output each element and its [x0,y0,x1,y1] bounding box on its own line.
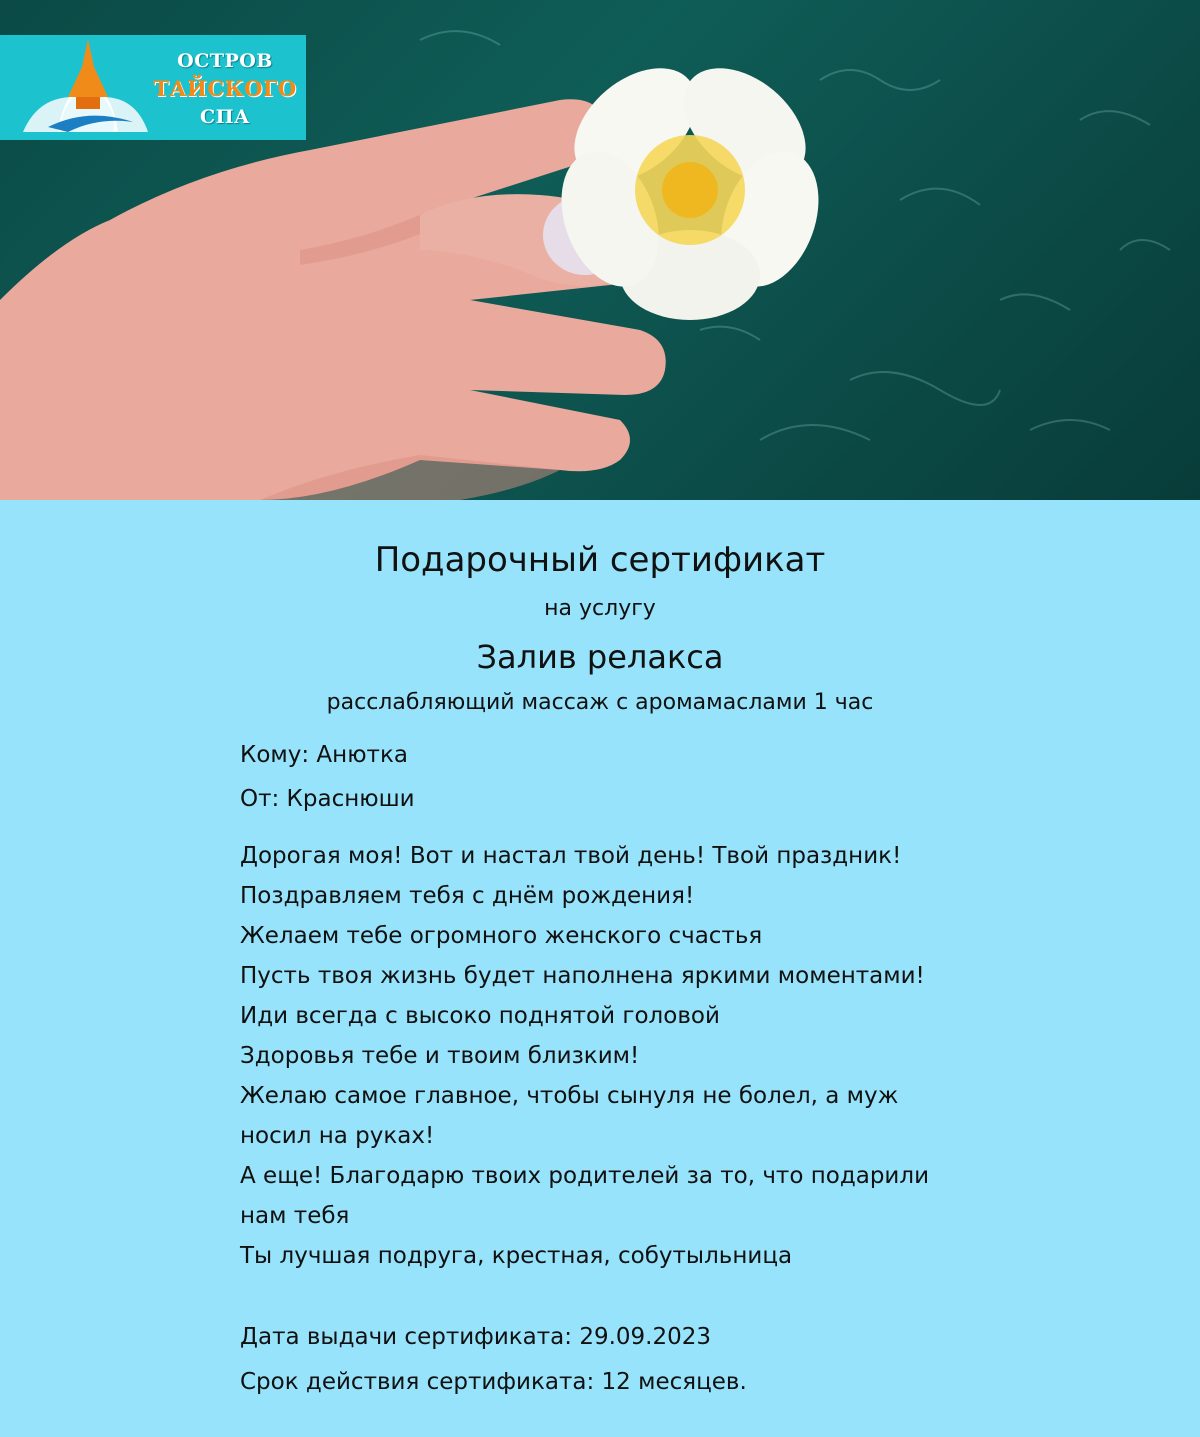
issue-date: Дата выдачи сертификата: 29.09.2023 [240,1324,712,1350]
message-line: Иди всегда с высоко поднятой головой [240,1003,720,1029]
message-line: Здоровья тебе и твоим близким! [240,1043,640,1069]
message-line: Пусть твоя жизнь будет наполнена яркими моментами! [240,963,925,989]
greeting-message [240,836,980,1276]
service-description: расслабляющий массаж с аромамаслами 1 час [326,690,874,715]
message-line: Дорогая моя! Вот и настал твой день! Твой праздник! [240,843,902,869]
service-name: Залив релакса [476,638,724,676]
recipient: Кому: Анютка [240,742,408,768]
certificate-body [0,500,1200,1437]
hand [0,99,666,500]
message-line: А еще! Благодарю твоих родителей за то, что подарили [240,1163,930,1189]
lotus-pagoda-icon [18,37,158,137]
message-line: Ты лучшая подруга, крестная, собутыльница [240,1243,793,1269]
message-line: Желаем тебе огромного женского счастья [240,923,763,949]
sender: От: Краснюши [240,786,415,812]
message-line: Желаю самое главное, чтобы сынуля не болел, а муж [240,1083,899,1109]
spa-logo [0,35,306,140]
certificate-title: Подарочный сертификат [374,540,826,580]
message-line: носил на руках! [240,1123,435,1149]
logo-text-line3: СПА [199,106,251,128]
message-line: нам тебя [240,1203,350,1229]
logo-text-line1: ОСТРОВ [177,50,273,72]
validity-period: Срок действия сертификата: 12 месяцев. [240,1369,747,1395]
certificate-subtitle: на услугу [544,596,656,621]
hero-photo [0,0,1200,500]
logo-text-line2: ТАЙСКОГО [153,76,297,101]
message-line: Поздравляем тебя с днём рождения! [240,883,695,909]
